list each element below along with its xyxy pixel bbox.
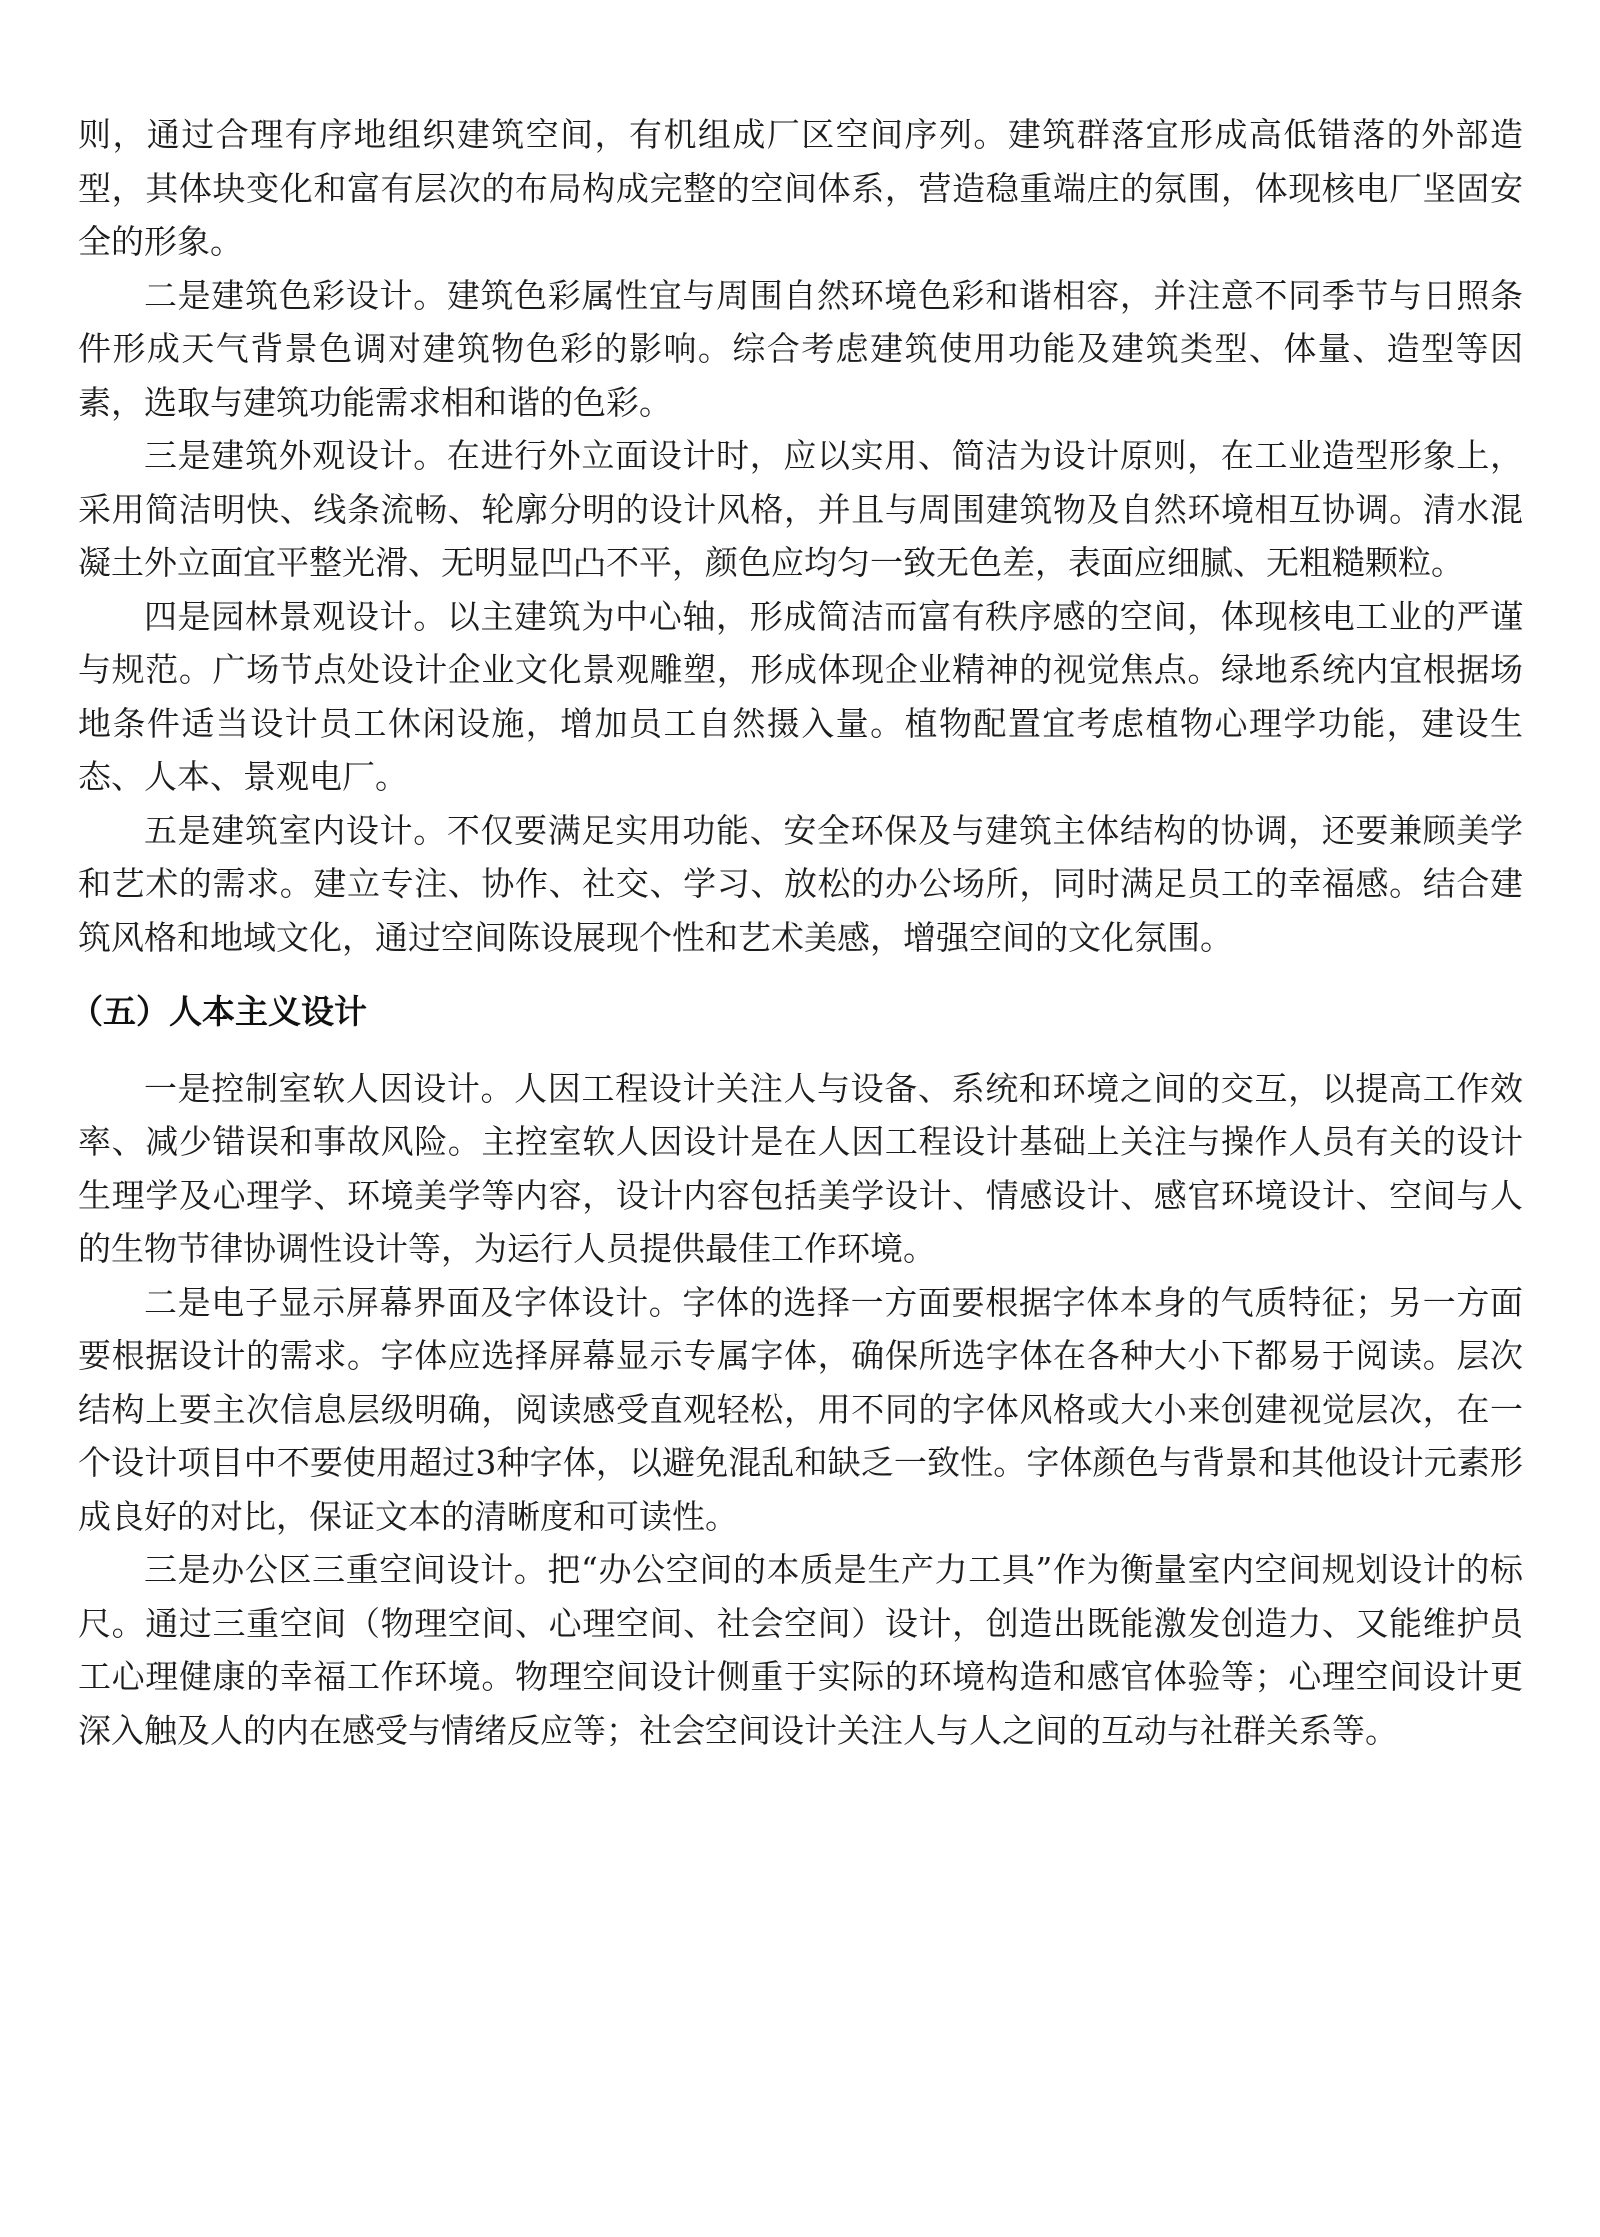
paragraph-office-space: 三是办公区三重空间设计。把“办公空间的本质是生产力工具”作为衡量室内空间规划设计的标尺。通过三重空间（物理空间、心理空间、社会空间）设计，创造出既能激发创造力、又能维护员工心理健康的幸福工作环境。物理空间设计侧重于实际的环境构造和感官体验等；心理空间设计更深入触及人的内在感受与情绪反应等；社会空间设计关注人与人之间的互动与社群关系等。 (78, 1550, 1523, 1750)
document-page (70, 108, 1523, 1757)
paragraph-continuation: 则，通过合理有序地组织建筑空间，有机组成厂区空间序列。建筑群落宜形成高低错落的外部造型，其体块变化和富有层次的布局构成完整的空间体系，营造稳重端庄的氛围，体现核电厂坚固安全的形象。 (78, 115, 1523, 261)
paragraph-building-exterior: 三是建筑外观设计。在进行外立面设计时，应以实用、简洁为设计原则，在工业造型形象上，采用简洁明快、线条流畅、轮廓分明的设计风格，并且与周围建筑物及自然环境相互协调。清水混凝土外立面宜平整光滑、无明显凹凸不平，颜色应均匀一致无色差，表面应细腻、无粗糙颗粒。 (78, 436, 1523, 582)
paragraph-interior: 五是建筑室内设计。不仅要满足实用功能、安全环保及与建筑主体结构的协调，还要兼顾美学和艺术的需求。建立专注、协作、社交、学习、放松的办公场所，同时满足员工的幸福感。结合建筑风格和地域文化，通过空间陈设展现个性和艺术美感，增强空间的文化氛围。 (78, 810, 1523, 957)
paragraph-building-color: 二是建筑色彩设计。建筑色彩属性宜与周围自然环境色彩和谐相容，并注意不同季节与日照条件形成天气背景色调对建筑物色彩的影响。综合考虑建筑使用功能及建筑类型、体量、造型等因素，选取与建筑功能需求相和谐的色彩。 (78, 275, 1523, 422)
paragraph-landscape: 四是园林景观设计。以主建筑为中心轴，形成简洁而富有秩序感的空间，体现核电工业的严谨与规范。广场节点处设计企业文化景观雕塑，形成体现企业精神的视觉焦点。绿地系统内宜根据场地条件适当设计员工休闲设施，增加员工自然摄入量。植物配置宜考虑植物心理学功能，建设生态、人本、景观电厂。 (78, 596, 1523, 796)
paragraph-control-room: 一是控制室软人因设计。人因工程设计关注人与设备、系统和环境之间的交互，以提高工作效率、减少错误和事故风险。主控室软人因设计是在人因工程设计基础上关注与操作人员有关的设计生理学及心理学、环境美学等内容，设计内容包括美学设计、情感设计、感官环境设计、空间与人的生物节律协调性设计等，为运行人员提供最佳工作环境。 (78, 1068, 1523, 1268)
section-heading: （五）人本主义设计 (70, 992, 367, 1031)
paragraph-screen-font: 二是电子显示屏幕界面及字体设计。字体的选择一方面要根据字体本身的气质特征；另一方面要根据设计的需求。字体应选择屏幕显示专属字体，确保所选字体在各种大小下都易于阅读。层次结构上要主次信息层级明确，阅读感受直观轻松，用不同的字体风格或大小来创建视觉层次，在一个设计项目中不要使用超过3种字体，以避免混乱和缺乏一致性。字体颜色与背景和其他设计元素形成良好的对比，保证文本的清晰度和可读性。 (78, 1282, 1523, 1536)
